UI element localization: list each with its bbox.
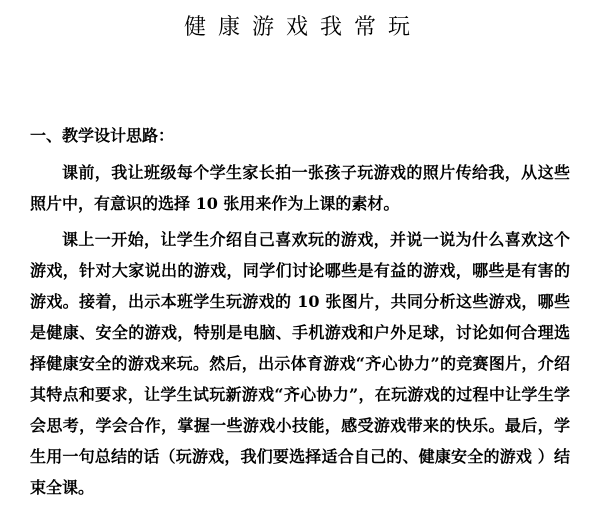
document-title xyxy=(0,10,610,41)
section-heading: 一、教学设计思路： xyxy=(30,126,175,145)
paragraph-2: 课上一开始，让学生介绍自己喜欢玩的游戏，并说一说为什么喜欢这个游戏，针对大家说出的游戏，同学们讨论哪些是有益的游戏，哪些是有害的游戏。接着，出示本班学生玩游戏的 10 张图片，共同分析这些游戏，哪些是健康、安全的游戏，特别是电脑、手机游戏和户外足球，讨论如何合理选择健康安全的游戏来玩。然后，出示体育游戏“齐心协力”的竞赛图片，介绍其特点和要求，让学生试玩新游戏“齐心协力”，在玩游戏的过程中让学生学会思考，学会合作，掌握一些游戏小技能，感受游戏带来的快乐。最后，学生用一句总结的话（玩游戏，我们要选择适合自己的、健康安全的游戏 ）结束全课。 xyxy=(30,230,570,497)
document-title-text: 健康游戏我常玩 xyxy=(183,15,422,40)
paragraph-1: 课前，我让班级每个学生家长拍一张孩子玩游戏的照片传给我，从这些照片中，有意识的选择 10 张用来作为上课的素材。 xyxy=(30,163,570,213)
